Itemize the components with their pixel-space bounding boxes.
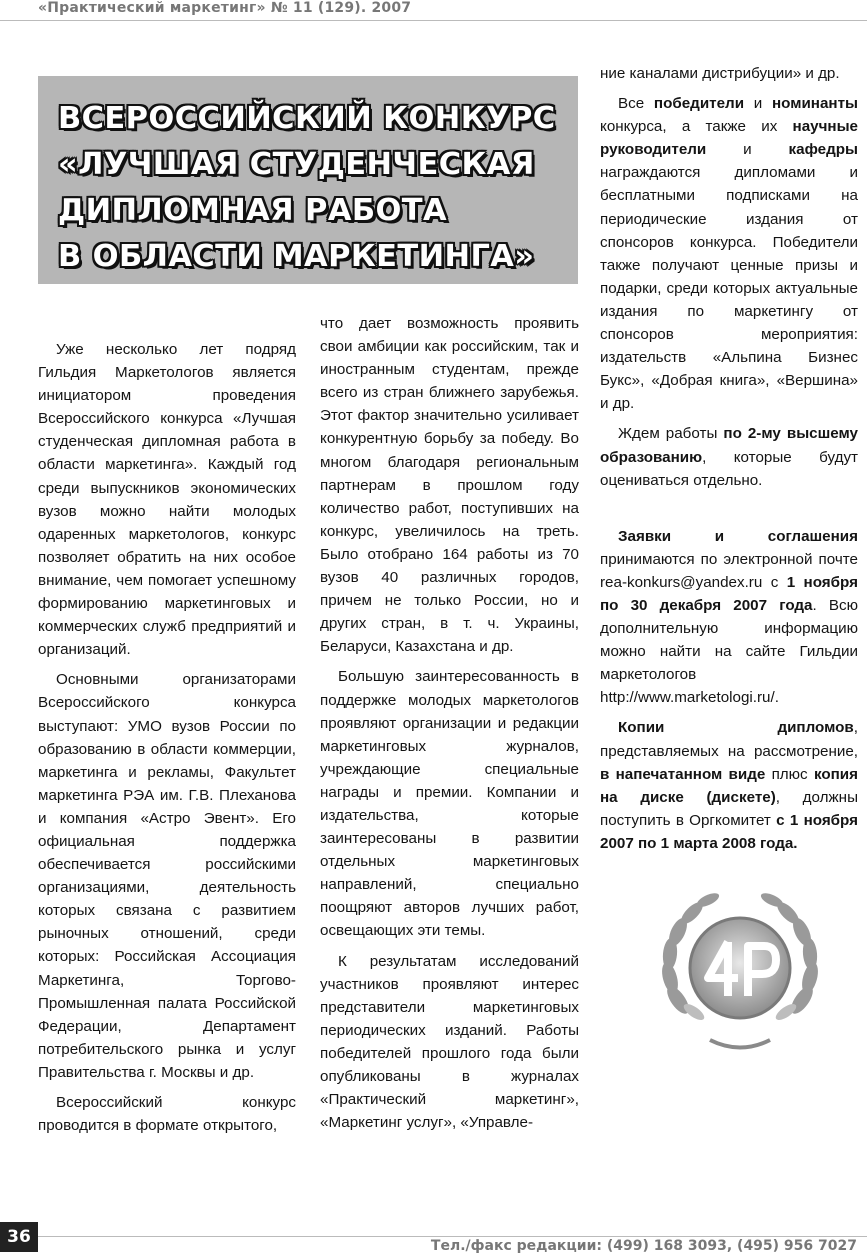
text-run: , представляемых на рассмотрение,: [600, 719, 858, 760]
title-line: ДИПЛОМНАЯ РАБОТА: [58, 193, 448, 228]
awards-paragraph: [600, 92, 858, 415]
paragraph: ние каналами дистрибуции» и др.: [600, 65, 840, 82]
text-column-3: [600, 62, 858, 862]
bold-run: научные руководители: [600, 118, 858, 159]
bold-run: Копии дипломов: [618, 719, 854, 737]
spacer: [600, 499, 858, 525]
text-run: и: [744, 95, 772, 113]
text-run: плюс: [765, 765, 814, 783]
text-run: конкурса, а также их: [600, 118, 793, 136]
bold-run: Заявки и соглашения: [618, 527, 858, 545]
bold-run: с 1 ноября 2007 по 1 марта 2008 года.: [600, 811, 858, 852]
paragraph: К результатам исследований участников проявляют интерес представители маркетинговых периодических изданий. Работы победителей прошлого года были опубликованы в журналах «Практический маркетинг», «Маркетинг услуг», «Управле-: [320, 952, 579, 1132]
bold-run: копия на диске (дискете): [600, 765, 858, 806]
top-rule: [0, 20, 867, 21]
text-run: принимаются по электронной почте rea-konkurs@yandex.ru с: [600, 550, 858, 591]
bold-run: кафедры: [788, 141, 858, 159]
text-run: награждаются дипломами и бесплатными подписками на периодические издания от спонсоров конкурса. Победители также получают ценные призы и подарки, среди которых актуальные издания по маркетингу от спонсоров мероприятия: издательств «Альпина Бизнес Букс», «Добрая книга», «Вершина» и др.: [600, 164, 858, 413]
paragraph: Основными организаторами Всероссийского конкурса выступают: УМО вузов России по образованию в области коммерции, маркетинга и рекламы, Факультет маркетинга РЭА им. Г.В. Плеханова и компания «Астро Эвент». Его официальная поддержка обеспечивается российскими организациями, деятельность которых связана с развитием рыночных отношений, среди которых: Российская Ассоциация Маркетинга, Торгово-Промышленная палата Российской Федерации, Департамент потребительского рынка и услуг Правительства г. Москвы и др.: [38, 671, 296, 1081]
title-line: «ЛУЧШАЯ СТУДЕНЧЕСКАЯ: [58, 147, 535, 182]
applications-paragraph: [600, 525, 858, 710]
paragraph: Уже несколько лет подряд Гильдия Маркетологов является инициатором проведения Всероссийского конкурса «Лучшая студенческая дипломная работа в области маркетинга». Каждый год среди выпускников экономических вузов можно найти молодых одаренных маркетологов, конкурс позволяет обратить на них особое внимание, чем помогает успешному формированию маркетинговых и коммерческих служб предприятий и организаций.: [38, 341, 296, 659]
text-run: и: [706, 141, 789, 159]
paragraph: Всероссийский конкурс проводится в формате открытого,: [38, 1094, 296, 1135]
text-run: Все: [618, 95, 654, 113]
bold-run: 1 ноября по 30 декабря 2007 года: [600, 573, 858, 614]
bold-run: в напечатанном виде: [600, 765, 766, 783]
text-column-1: [38, 338, 296, 1144]
diploma-copies-paragraph: [600, 716, 858, 855]
title-line: ВСЕРОССИЙСКИЙ КОНКУРС: [58, 101, 556, 136]
second-degree-paragraph: [600, 422, 858, 491]
text-run: , которые будут оцениваться отдельно.: [600, 448, 858, 489]
bold-run: номинанты: [771, 95, 858, 113]
article-title: [38, 76, 578, 284]
footer-rule: [38, 1236, 867, 1237]
text-run: Ждем работы: [618, 425, 724, 443]
editorial-contact: Тел./факс редакции: (499) 168 3093, (495) 956 7027: [430, 1238, 857, 1254]
running-head: «Практический маркетинг» № 11 (129). 2007: [38, 0, 412, 16]
paragraph: что дает возможность проявить свои амбиции как российским, так и иностранным студентам, прежде всего из стран ближнего зарубежья. Этот фактор значительно усиливает конкурентную борьбу за победу. Во многом благодаря региональным партнерам в прошлом году количество работ, поступивших на конкурс, увеличилось на треть. Было отобрано 164 работы из 70 вузов 40 различных городов, причем не только России, но и других стран, в т. ч. Украины, Беларуси, Казахстана и др.: [320, 315, 579, 656]
text-column-2: [320, 312, 579, 1141]
text-run: , должны поступить в Оргкомитет: [600, 788, 858, 829]
laurel-wreath-logo: [650, 880, 830, 1060]
bold-run: победители: [653, 95, 745, 113]
page-number: 36: [0, 1222, 38, 1252]
bold-run: по 2-му высшему образованию: [600, 425, 858, 466]
text-run: . Всю дополнительную информацию можно найти на сайте Гильдии маркетологов http://www.marketologi.ru/.: [600, 596, 858, 707]
title-line: В ОБЛАСТИ МАРКЕТИНГА»: [58, 239, 535, 274]
paragraph: Большую заинтересованность в поддержке молодых маркетологов проявляют организации и редакции маркетинговых журналов, учреждающие специальные награды и премии. Компании и издательства, которые заинтересованы в развитии отдельных маркетинговых направлений, специально поощряют авторов лучших работ, освещающих эти темы.: [320, 668, 579, 940]
